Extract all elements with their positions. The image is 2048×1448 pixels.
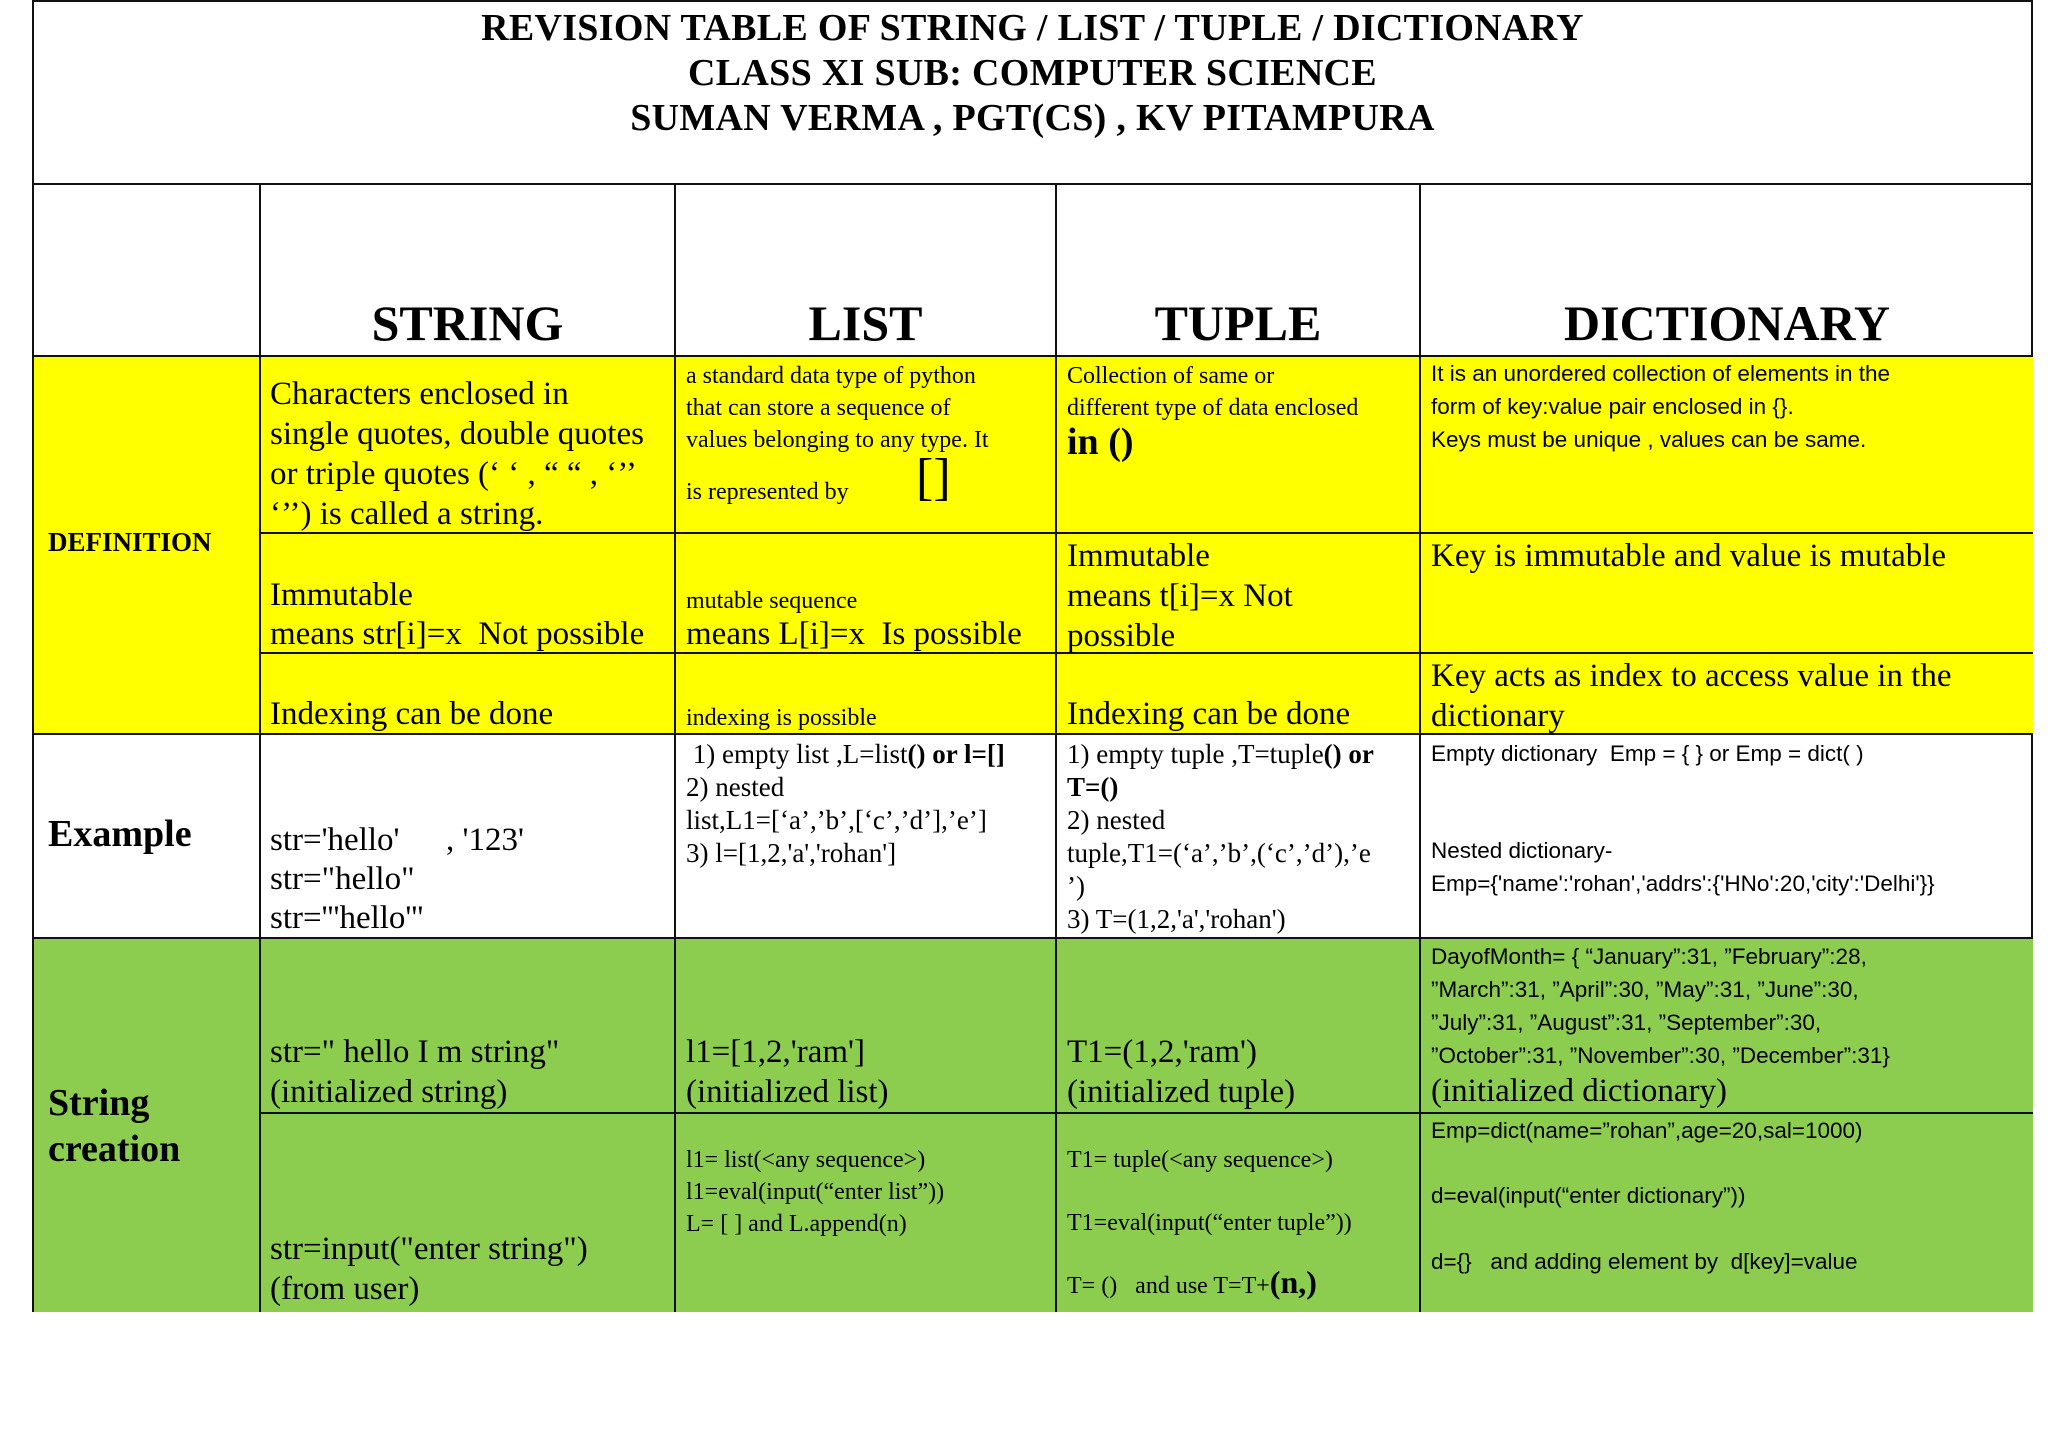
definition-tuple-indexing: Indexing can be done [1067, 696, 1351, 732]
creation-list-initialized: l1=[1,2,'ram'] (initialized list) [686, 1034, 889, 1110]
definition-list-brackets: [] [916, 449, 951, 506]
definition-string-indexing: Indexing can be done [270, 696, 554, 732]
example-list-empty [686, 738, 1005, 771]
example-string-triple: str='''hello''' [270, 900, 424, 936]
row-label-definition: DEFINITION [48, 527, 212, 557]
definition-tuple-parens: in () [1067, 421, 1134, 463]
creation-dictionary-initialized-label: (initialized dictionary) [1431, 1073, 1727, 1109]
creation-tuple-eval: T1=eval(input(“enter tuple”)) [1067, 1210, 1352, 1236]
example-tuple-empty-bold: () or [1323, 739, 1374, 769]
definition-dictionary-mutability: Key is immutable and value is mutable [1431, 538, 1947, 574]
definition-string-immutable: Immutable [270, 577, 413, 613]
row-label-creation-line2: creation [48, 1128, 181, 1170]
definition-list-mutable: mutable sequence [686, 588, 858, 614]
creation-tuple-append [1067, 1264, 1317, 1304]
column-divider [259, 183, 261, 1312]
example-list-empty-bold: () or l=[] [907, 739, 1005, 769]
column-divider [674, 183, 676, 1312]
creation-dictionary-initialized: DayofMonth= { “January”:31, ”February”:28, ”March”:31, ”April”:30, ”May”:31, ”June”:30, ”July”:31, ”August”:31, ”September”:30, ”October”:31, ”November”:30, ”December”:31} [1431, 944, 1890, 1068]
definition-dictionary-text: It is an unordered collection of elements in the form of key:value pair enclosed in {}. Keys must be unique , values can be same. [1431, 361, 1891, 452]
example-string-numeric: , '123' [446, 822, 524, 858]
column-divider [1055, 183, 1057, 1312]
definition-list-mutable-means: means L[i]=x Is possible [686, 616, 1022, 652]
definition-dictionary-indexing: Key acts as index to access value in the dictionary [1431, 658, 1952, 734]
creation-tuple-append-text: T= () and use T=T+ [1067, 1273, 1270, 1299]
creation-dictionary-eval: d=eval(input(“enter dictionary”)) [1431, 1183, 1746, 1208]
document-subtitle-class: CLASS XI SUB: COMPUTER SCIENCE [688, 52, 1377, 94]
column-header-dictionary: DICTIONARY [1563, 295, 1891, 351]
example-string-double: str="hello" [270, 861, 415, 897]
revision-table [32, 0, 2033, 1312]
creation-string-initialized: str=" hello I m string" (initialized string) [270, 1034, 560, 1110]
column-header-list: LIST [808, 295, 923, 351]
example-list-empty-text: 1) empty list ,L=list [686, 739, 908, 769]
definition-list-represented: is represented by [686, 479, 849, 505]
creation-string-from-user: str=input("enter string") (from user) [270, 1231, 588, 1307]
row-label-example: Example [48, 813, 192, 855]
example-string-single: str='hello' [270, 822, 400, 858]
row-label-creation-line1: String [48, 1082, 150, 1124]
column-divider [1419, 183, 1421, 1312]
example-tuple-empty-literal: T=() [1067, 772, 1119, 802]
definition-tuple-text: Collection of same or different type of data enclosed [1067, 363, 1359, 421]
definition-string-text: Characters enclosed in single quotes, double quotes or triple quotes (‘ ‘ , “ “ , ‘’’ ‘’’) is called a string. [270, 376, 644, 532]
definition-list-indexing: indexing is possible [686, 705, 877, 731]
creation-tuple-constructor: T1= tuple(<any sequence>) [1067, 1147, 1333, 1173]
row-label-creation [48, 1080, 180, 1172]
column-header-tuple: TUPLE [1154, 295, 1322, 351]
document-author: SUMAN VERMA , PGT(CS) , KV PITAMPURA [630, 97, 1435, 139]
example-list-nested: 2) nested list,L1=[‘a’,’b’,[‘c’,’d’],’e’] 3) l=[1,2,'a','rohan'] [686, 772, 987, 868]
column-header-string: STRING [371, 295, 564, 351]
creation-dictionary-constructor: Emp=dict(name=”rohan”,age=20,sal=1000) [1431, 1118, 1863, 1143]
example-dictionary-nested: Nested dictionary- Emp={'name':'rohan','addrs':{'HNo':20,'city':'Delhi'}} [1431, 838, 1935, 896]
row-divider [34, 183, 2033, 185]
creation-tuple-initialized: T1=(1,2,'ram') (initialized tuple) [1067, 1034, 1296, 1110]
creation-tuple-append-bold: (n,) [1269, 1264, 1317, 1300]
example-tuple-empty-text: 1) empty tuple ,T=tuple [1067, 739, 1324, 769]
creation-list-methods: l1= list(<any sequence>) l1=eval(input(“enter list”)) L= [ ] and L.append(n) [686, 1147, 945, 1237]
example-dictionary-empty: Empty dictionary Emp = { } or Emp = dict( ) [1431, 741, 1864, 766]
document-title: REVISION TABLE OF STRING / LIST / TUPLE / DICTIONARY [481, 7, 1584, 49]
creation-dictionary-add-element: d={} and adding element by d[key]=value [1431, 1249, 1858, 1274]
definition-tuple-immutable: Immutable means t[i]=x Not possible [1067, 538, 1293, 654]
example-tuple-nested: 2) nested tuple,T1=(‘a’,’b’,(‘c’,’d’),’e ’) 3) T=(1,2,'a','rohan') [1067, 805, 1371, 934]
definition-list-text: a standard data type of python that can store a sequence of values belonging to any type. It [686, 363, 989, 453]
example-tuple-empty [1067, 738, 1374, 771]
definition-string-immutable-means: means str[i]=x Not possible [270, 616, 645, 652]
